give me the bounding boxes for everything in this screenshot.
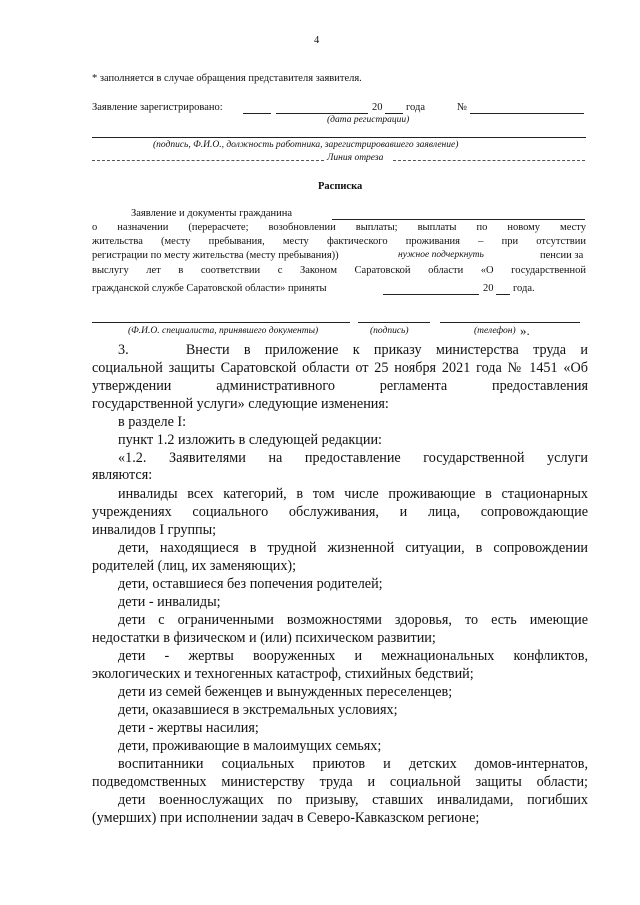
body-line-26: дети военнослужащих по призыву, ставших инвалидами, погибших [118, 792, 588, 808]
receipt-line-5: выслугу лет в соответствии с Законом Саратовской области «О государственной [92, 265, 586, 276]
body-line-11: инвалидов I группы; [92, 522, 217, 538]
registrar-signature-caption: (подпись, Ф.И.О., должность работника, зарегистрировавшего заявление) [153, 140, 459, 150]
receipt-closing-mark: ». [520, 323, 530, 338]
registration-year-word: года [406, 102, 425, 113]
phone-caption: (телефон) [474, 326, 516, 336]
body-line-17: недостатки в физическом и (или) психическом развитии; [92, 630, 436, 646]
body-line-14: дети, оставшиеся без попечения родителей; [118, 576, 383, 592]
body-line-25: подведомственных министерству труда и социальной защиты области; [92, 774, 588, 790]
specialist-phone-line [440, 322, 580, 323]
receipt-line-6: гражданской службе Саратовской области» приняты [92, 283, 327, 294]
specialist-signature-line [358, 322, 430, 323]
body-line-9: инвалиды всех категорий, в том числе проживающие в стационарных [118, 486, 588, 502]
body-line-21: дети, оказавшиеся в экстремальных условиях; [118, 702, 398, 718]
receipt-line-2: о назначении (перерасчете; возобновлении выплаты; выплаты по новому месту [92, 222, 586, 233]
body-line-1: 3. Внести в приложение к приказу министерства труда и [118, 342, 588, 358]
accepted-date-blank [383, 294, 479, 295]
receipt-line-3: жительства (месту пребывания, месту фактического проживания – при отсутствии [92, 236, 586, 247]
body-line-13: родителей (лиц, их заменяющих); [92, 558, 297, 574]
body-line-16: дети с ограниченными возможностями здоровья, то есть имеющие [118, 612, 588, 628]
page-number: 4 [314, 35, 320, 46]
footnote: * заполняется в случае обращения представителя заявителя. [92, 73, 362, 84]
body-line-23: дети, проживающие в малоимущих семьях; [118, 738, 382, 754]
registration-month-blank [276, 113, 368, 114]
body-line-5: в разделе I: [118, 414, 187, 430]
cut-line-label: Линия отреза [327, 153, 384, 163]
body-line-7: «1.2. Заявителями на предоставление государственной услуги [118, 450, 588, 466]
specialist-caption: (Ф.И.О. специалиста, принявшего документы) [128, 326, 319, 336]
cut-line-right [393, 160, 585, 161]
signature-caption: (подпись) [370, 326, 409, 336]
accepted-year-word: года. [513, 283, 535, 294]
receipt-title: Расписка [318, 181, 363, 192]
registration-number-blank [470, 113, 584, 114]
body-line-18: дети - жертвы вооруженных и межнациональных конфликтов, [118, 648, 588, 664]
body-line-4: государственной услуги» следующие изменения: [92, 396, 389, 412]
accepted-year-blank [496, 294, 510, 295]
body-line-6: пункт 1.2 изложить в следующей редакции: [118, 432, 382, 448]
body-line-15: дети - инвалиды; [118, 594, 221, 610]
body-line-3: утверждении административного регламента предоставления [92, 378, 588, 394]
registration-label: Заявление зарегистрировано: [92, 102, 223, 113]
body-line-22: дети - жертвы насилия; [118, 720, 259, 736]
body-line-8: являются: [92, 467, 153, 483]
registration-year-blank [385, 113, 403, 114]
registration-date-caption: (дата регистрации) [327, 115, 410, 125]
accepted-year-prefix: 20 [483, 283, 494, 294]
registration-year-prefix: 20 [372, 102, 383, 113]
registration-day-blank [243, 113, 271, 114]
citizen-name-blank [332, 219, 585, 220]
body-line-24: воспитанники социальных приютов и детских домов-интернатов, [118, 756, 588, 772]
specialist-name-line [92, 322, 350, 323]
body-line-27: (умерших) при исполнении задач в Северо-Кавказском регионе; [92, 810, 480, 826]
cut-line-left [92, 160, 324, 161]
receipt-underline-note: нужное подчеркнуть [398, 250, 484, 260]
receipt-line-4-tail: пенсии за [540, 250, 584, 261]
body-line-2: социальной защиты Саратовской области от 25 ноября 2021 года № 1451 «Об [92, 360, 588, 376]
registration-number-sign: № [457, 102, 468, 113]
body-line-20: дети из семей беженцев и вынужденных переселенцев; [118, 684, 453, 700]
registrar-signature-line [92, 137, 586, 138]
receipt-line-1: Заявление и документы гражданина [131, 208, 293, 219]
body-line-10: учреждениях социального обслуживания, и лица, сопровождающие [92, 504, 588, 520]
receipt-line-4: регистрации по месту жительства (месту пребывания)) [92, 250, 339, 261]
body-line-12: дети, находящиеся в трудной жизненной ситуации, в сопровождении [118, 540, 588, 556]
body-line-19: экологических и техногенных катастроф, стихийных бедствий; [92, 666, 474, 682]
